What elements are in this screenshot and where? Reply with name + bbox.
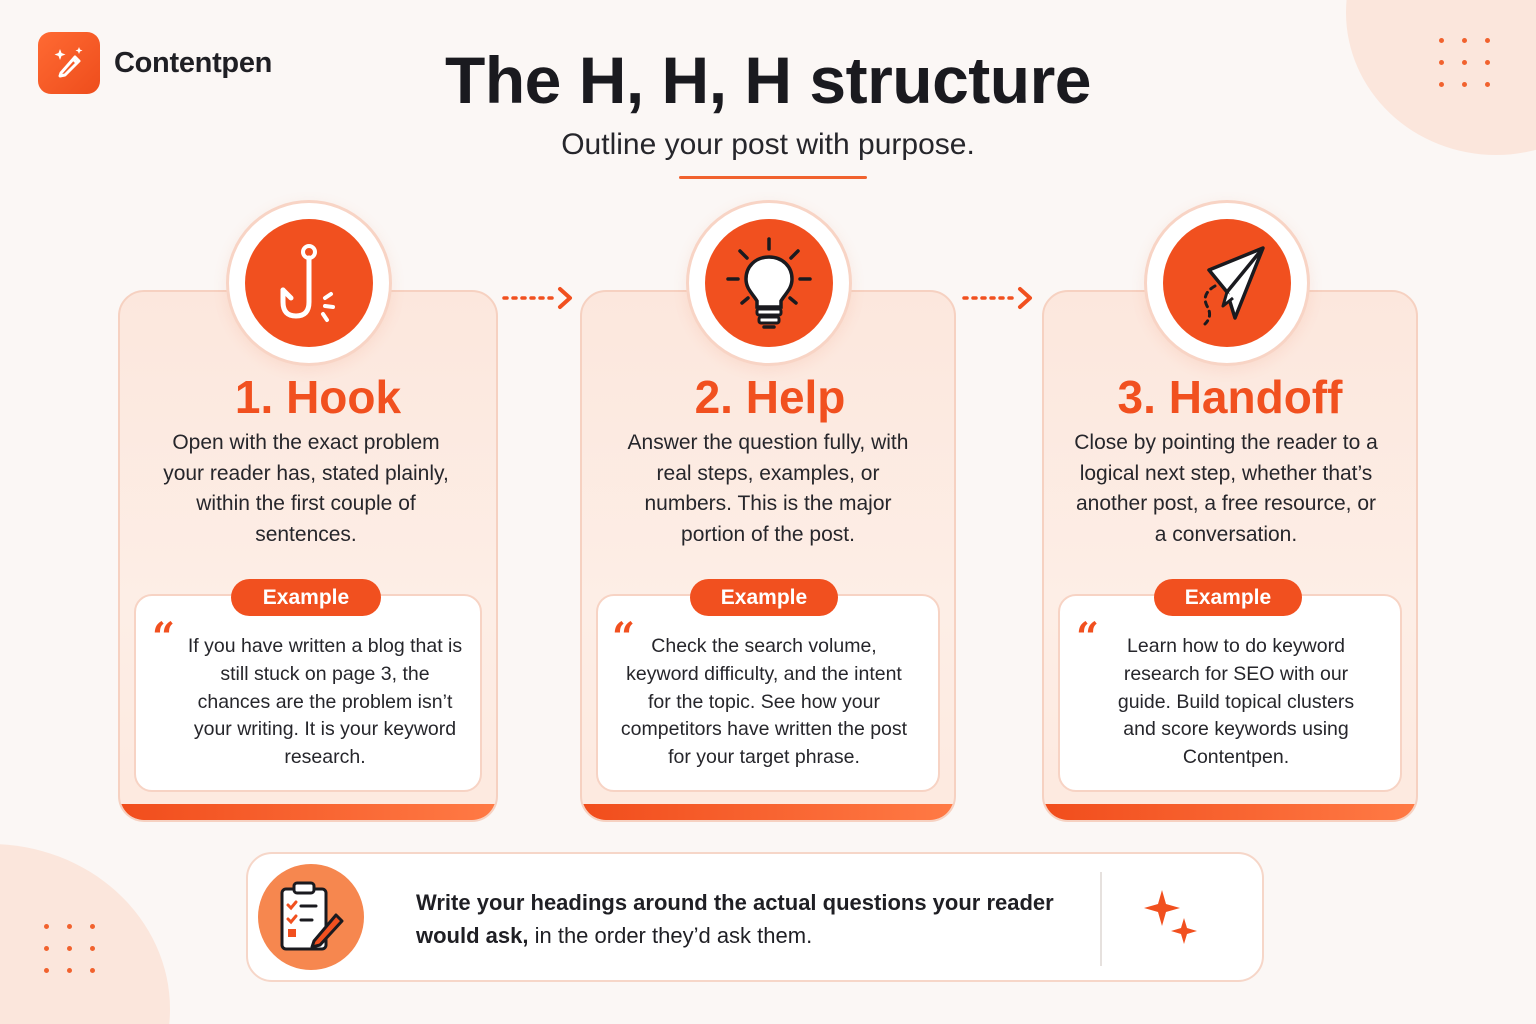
handoff-icon-badge [1144,200,1310,366]
example-badge: Example [231,579,381,616]
tip-text [416,886,1076,952]
page-subtitle: Outline your post with purpose. [561,128,975,161]
quote-mark-icon: “ [612,614,636,661]
paper-plane-icon [1163,219,1291,347]
fishing-hook-icon [245,219,373,347]
help-icon-badge [686,200,852,366]
step-description-hook: Open with the exact problem your reader has, stated plainly, within the first couple of sentences. [163,431,449,546]
step-title-hook: 1. Hook [234,371,402,423]
step-description-help: Answer the question fully, with real steps, examples, or numbers. This is the major portion of the post. [627,431,909,546]
example-text-hook: If you have written a blog that is still stuck on page 3, the chances are the problem isn’t your writing. It is your keyword research. [187,635,463,769]
brand-name: Contentpen [114,46,273,79]
tip-divider [1100,872,1102,966]
example-badge: Example [1154,579,1302,616]
sparkles-icon [1140,888,1204,952]
step-description-handoff: Close by pointing the reader to a logical next step, whether that’s another post, a free resource, or a conversation. [1074,431,1378,546]
tip-regular-text: in the order they’d ask them. [528,923,813,948]
lightbulb-icon [705,219,833,347]
decorative-dots-bottom-left [44,924,96,973]
checklist-pencil-icon [258,864,364,970]
step-title-handoff: 3. Handoff [1117,371,1343,423]
dotted-arrow-right-icon [500,286,576,310]
quote-mark-icon: “ [152,614,176,661]
example-text-handoff: Learn how to do keyword research for SEO with our guide. Build topical clusters and score keywords using Contentpen. [1117,635,1355,769]
quote-mark-icon: “ [1076,614,1100,661]
example-badge: Example [690,579,838,616]
tip-bold-text: Write your headings around the actual questions your reader would ask, [416,890,1054,948]
title-underline [679,176,867,179]
step-title-help: 2. Help [694,371,846,423]
hook-icon-badge [226,200,392,366]
example-text-help: Check the search volume, keyword difficulty, and the intent for the topic. See how your competitors have written the post for your target phrase. [620,635,908,769]
page-title: The H, H, H structure [445,43,1091,117]
dotted-arrow-right-icon [960,286,1036,310]
